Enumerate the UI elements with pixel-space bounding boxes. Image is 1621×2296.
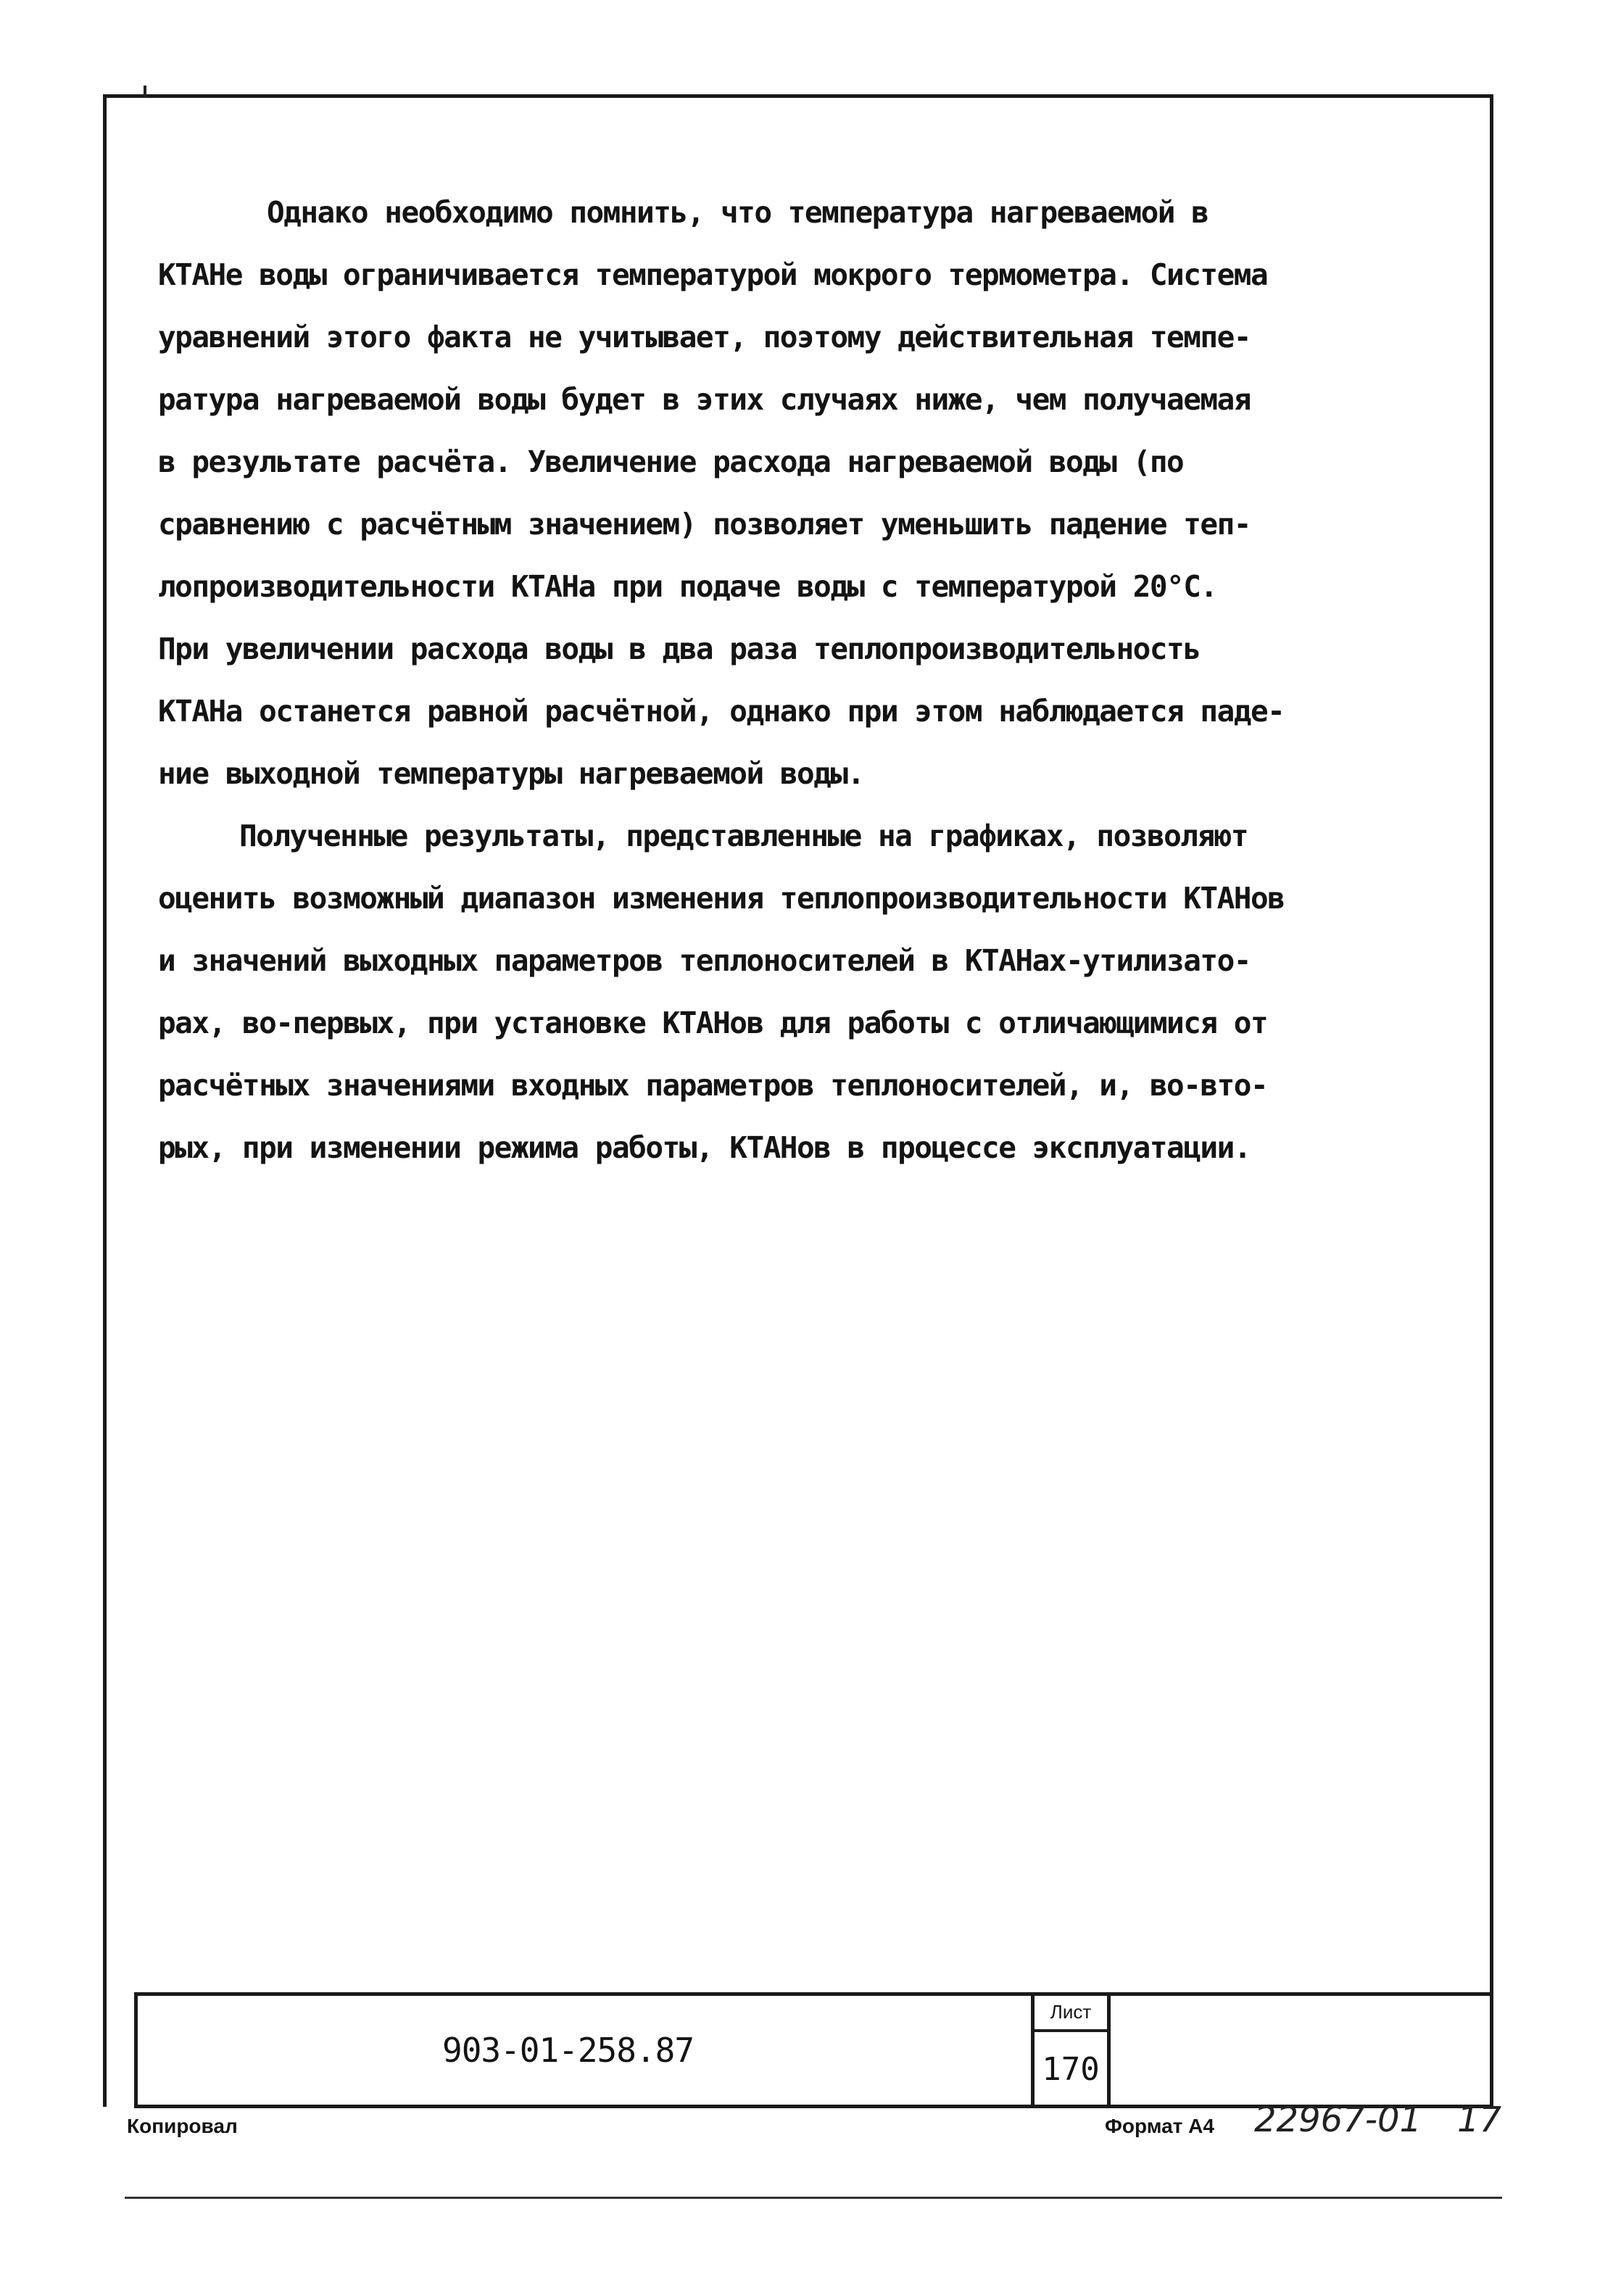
- copied-label: Копировал: [127, 2115, 238, 2137]
- document-code: 903-01-258.87: [442, 2031, 695, 2070]
- text-line: ние выходной температуры нагреваемой воды.: [158, 756, 864, 791]
- text-line: Однако необходимо помнить, что температура нагреваемой в: [267, 195, 1209, 230]
- paragraph-2: [158, 805, 1485, 1179]
- title-block: [134, 1992, 1493, 2108]
- handwritten-page: 17: [1457, 2100, 1502, 2140]
- text-line: КТАНе воды ограничивается температурой мокрого термометра. Система: [158, 257, 1268, 292]
- bottom-rule: [125, 2197, 1502, 2199]
- sheet-number: 170: [1042, 2051, 1100, 2088]
- text-line: в результате расчёта. Увеличение расхода нагреваемой воды (по: [158, 444, 1184, 479]
- format-label: Формат А4: [1105, 2115, 1214, 2137]
- text-line: рах, во-первых, при установке КТАНов для работы с отличающимися от: [158, 1006, 1268, 1040]
- sheet-cell: [1031, 1992, 1111, 2108]
- text-line: лопроизводительности КТАНа при подаче воды с температурой 20°С.: [158, 569, 1217, 604]
- paragraph-1: [158, 181, 1485, 805]
- text-line: КТАНа останется равной расчётной, однако при этом наблюдается паде-: [158, 694, 1285, 729]
- text-line: оценить возможный диапазон изменения теплопроизводительности КТАНов: [158, 881, 1285, 916]
- text-line: При увеличении расхода воды в два раза теплопроизводительность: [158, 631, 1201, 666]
- text-line: сравнению с расчётным значением) позволяет уменьшить падение теп-: [158, 507, 1251, 542]
- text-line: и значений выходных параметров теплоносителей в КТАНах-утилизато-: [158, 943, 1251, 978]
- text-line: рых, при изменении режима работы, КТАНов в процессе эксплуатации.: [158, 1130, 1251, 1165]
- corner-tick: [144, 86, 146, 97]
- text-line: ратура нагреваемой воды будет в этих случаях ниже, чем получаемая: [158, 382, 1251, 417]
- sheet-label: Лист: [1035, 1992, 1107, 2032]
- text-line: уравнений этого факта не учитывает, поэтому действительная темпе-: [158, 320, 1251, 355]
- text-line: Полученные результаты, представленные на графиках, позволяют: [239, 818, 1248, 853]
- body-text: [158, 181, 1485, 1179]
- text-line: расчётных значениями входных параметров теплоносителей, и, во-вто-: [158, 1068, 1268, 1103]
- handwritten-number: 22967-01: [1254, 2100, 1422, 2140]
